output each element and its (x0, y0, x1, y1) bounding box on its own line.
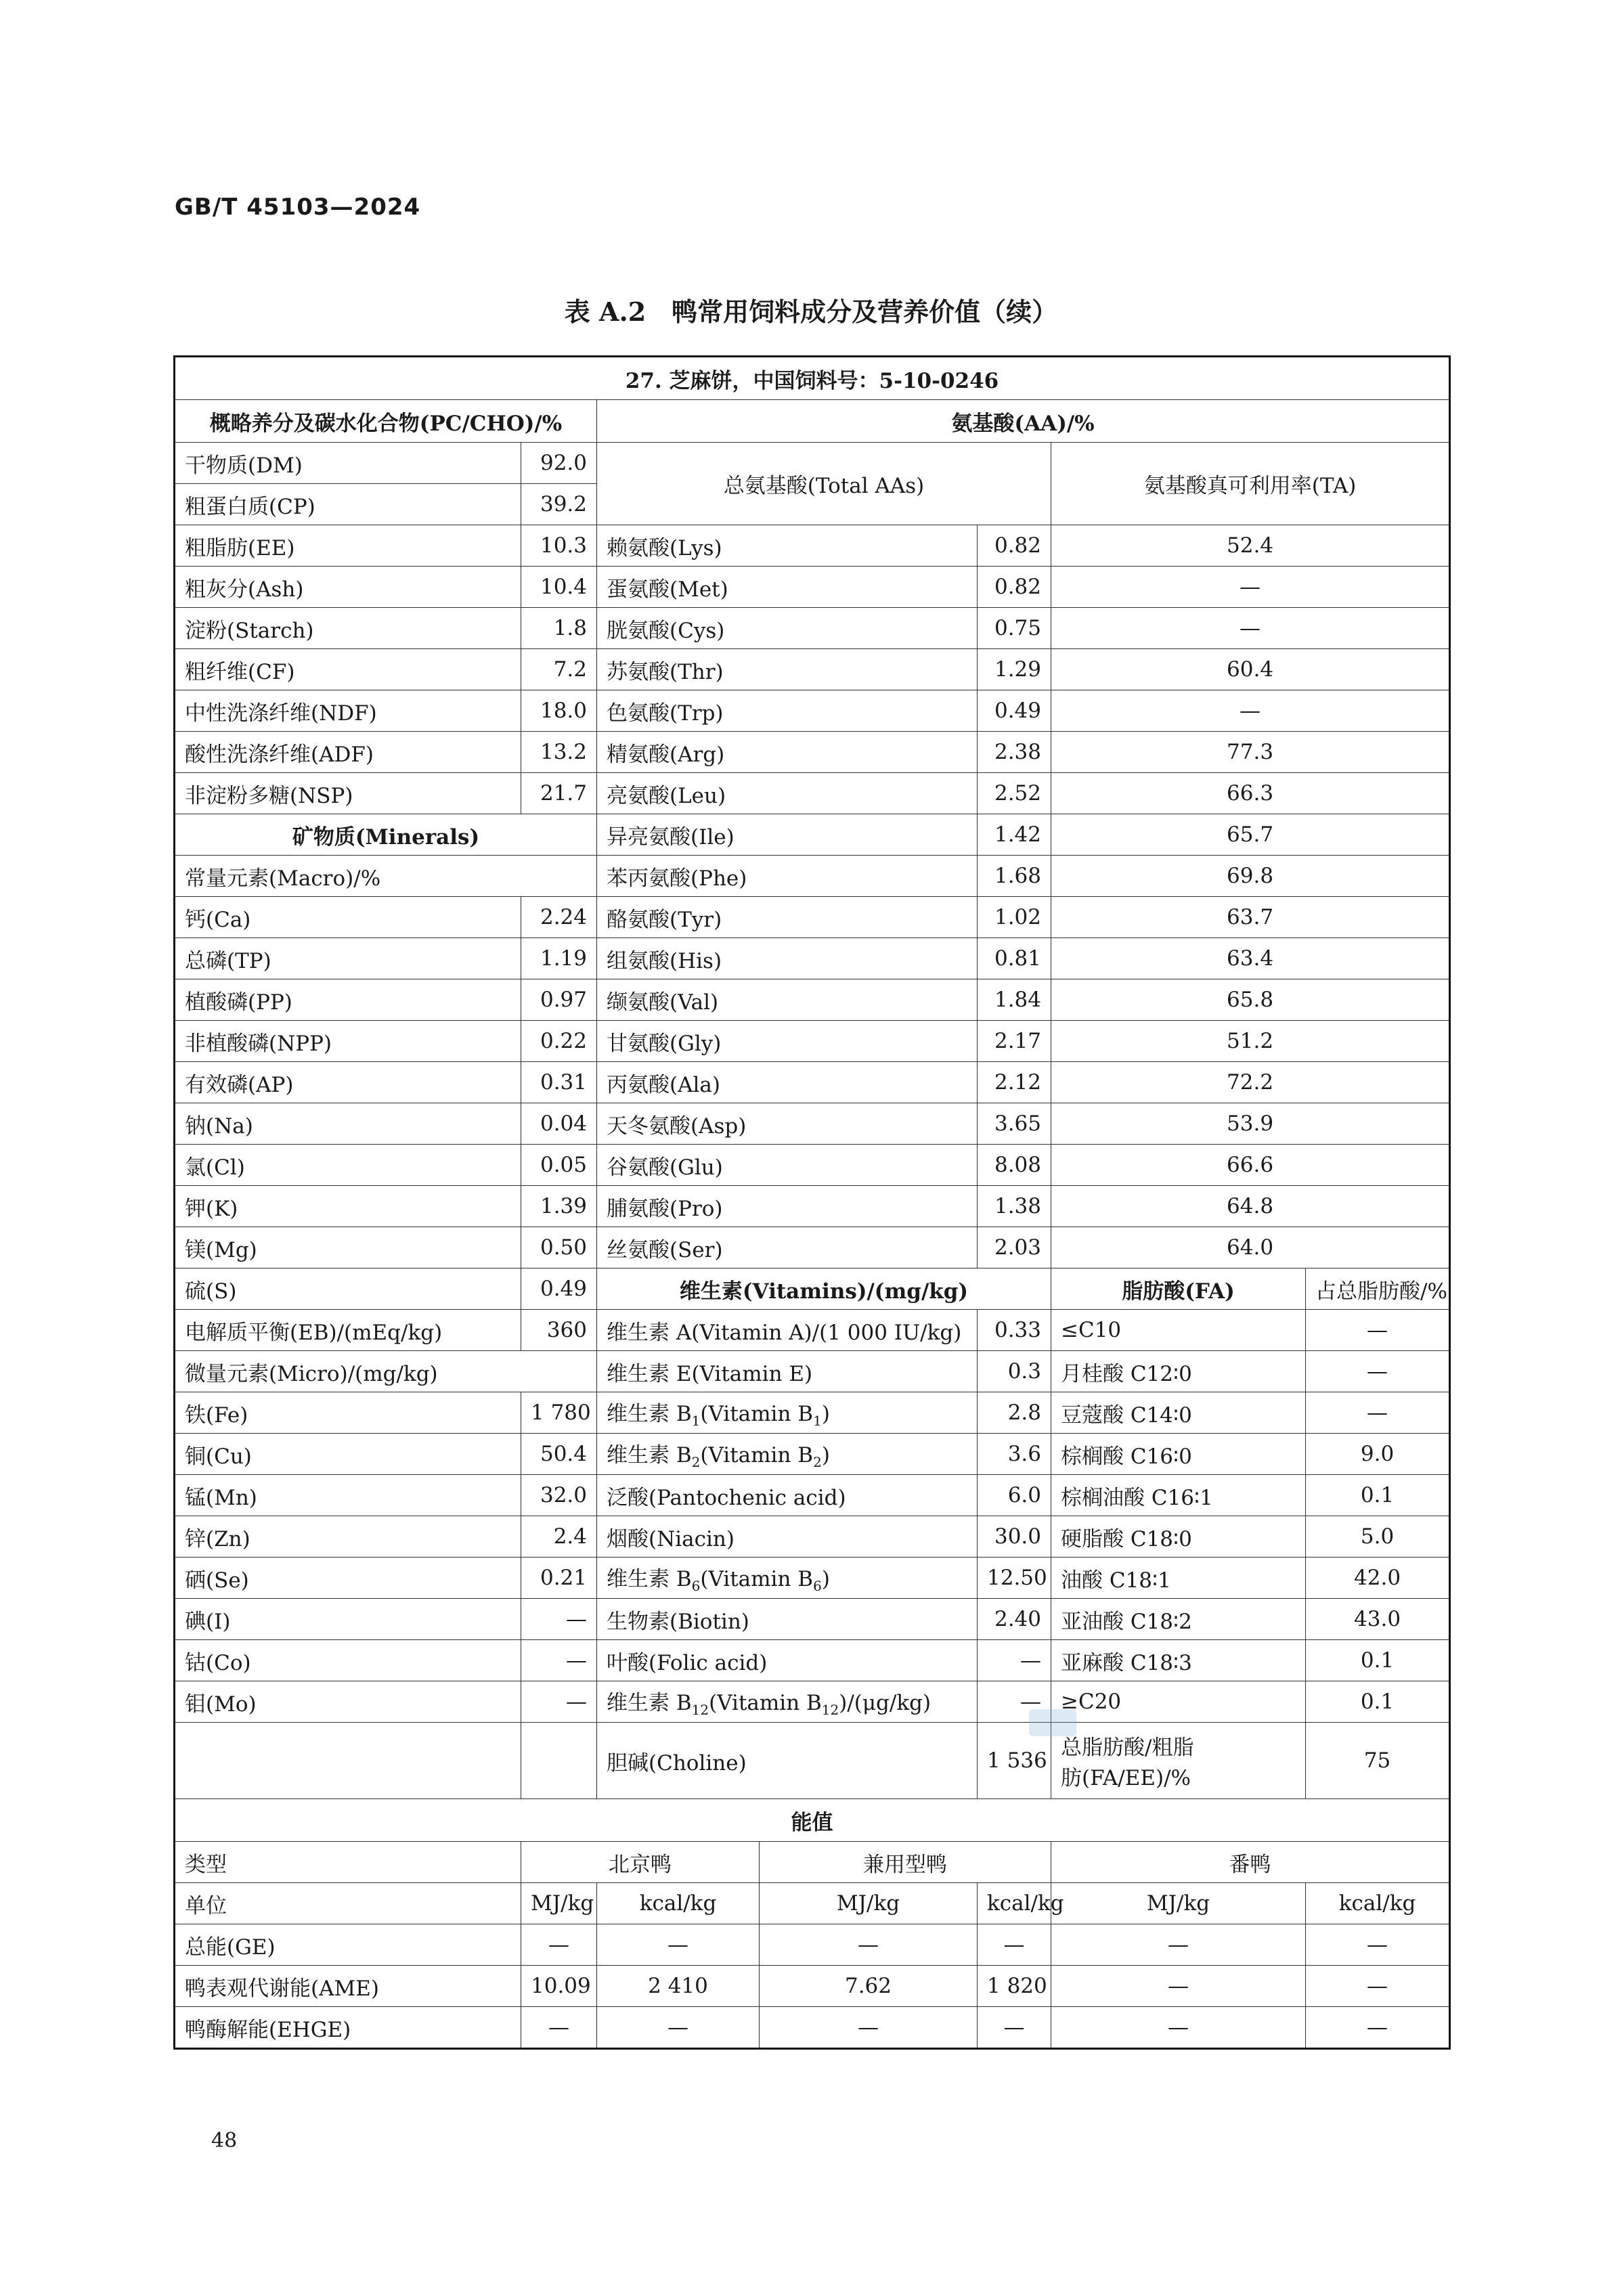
proximate-value: 92.0 (521, 443, 597, 484)
empty-cell (175, 1723, 521, 1799)
mineral-name: 电解质平衡(EB)/(mEq/kg) (175, 1310, 521, 1351)
energy-type-label: 类型 (175, 1842, 521, 1883)
vitamin-name (597, 1392, 978, 1434)
proximate-name: 酸性洗涤纤维(ADF) (175, 732, 521, 773)
energy-value: — (1306, 2007, 1450, 2049)
vitamin-name-part: )/(μg/kg) (839, 1690, 931, 1715)
amino-acid-name: 酪氨酸(Tyr) (597, 897, 978, 938)
energy-name: 总能(GE) (175, 1924, 521, 1966)
table-row (175, 2007, 1450, 2049)
table-row (175, 1062, 1450, 1103)
proximate-value: 10.3 (521, 525, 597, 567)
fatty-acid-value: — (1306, 1351, 1450, 1392)
vitamin-name-part: 维生素 B (607, 1690, 692, 1715)
vitamin-subscript: 1 (813, 1413, 822, 1430)
mineral-name: 硫(S) (175, 1268, 521, 1310)
vitamin-value: 0.3 (978, 1351, 1051, 1392)
proximate-value: 39.2 (521, 484, 597, 525)
vitamin-name-part: 维生素 B (607, 1442, 692, 1467)
vitamin-name: 生物素(Biotin) (597, 1599, 978, 1640)
table-row (175, 567, 1450, 608)
amino-acid-ta: 65.7 (1051, 814, 1450, 856)
energy-unit: kcal/kg (597, 1883, 760, 1924)
proximate-name: 粗纤维(CF) (175, 649, 521, 690)
table-row (175, 897, 1450, 938)
pc-cho-head: 概略养分及碳水化合物(PC/CHO)/% (175, 400, 597, 443)
energy-unit: kcal/kg (1306, 1883, 1450, 1924)
fatty-acid-value: 0.1 (1306, 1681, 1450, 1723)
table-row (175, 357, 1450, 400)
amino-acid-name: 苏氨酸(Thr) (597, 649, 978, 690)
amino-acid-total: 0.81 (978, 938, 1051, 979)
energy-value: — (978, 2007, 1051, 2049)
table-row (175, 1681, 1450, 1723)
proximate-name: 淀粉(Starch) (175, 608, 521, 649)
energy-value: — (1051, 1966, 1306, 2007)
mineral-name: 非植酸磷(NPP) (175, 1021, 521, 1062)
amino-acid-name: 天冬氨酸(Asp) (597, 1103, 978, 1145)
proximate-value: 10.4 (521, 567, 597, 608)
mineral-name: 铁(Fe) (175, 1392, 521, 1434)
proximate-name: 非淀粉多糖(NSP) (175, 773, 521, 814)
energy-value: — (521, 2007, 597, 2049)
proximate-value: 18.0 (521, 690, 597, 732)
fa-ratio-label (1051, 1723, 1306, 1799)
mineral-value: 0.49 (521, 1268, 597, 1310)
energy-unit: MJ/kg (521, 1883, 597, 1924)
proximate-name: 粗灰分(Ash) (175, 567, 521, 608)
table-row (175, 979, 1450, 1021)
vitamin-subscript: 6 (813, 1578, 822, 1595)
vitamin-name: 维生素 E(Vitamin E) (597, 1351, 978, 1392)
energy-value: 2 410 (597, 1966, 760, 2007)
mineral-value: 0.22 (521, 1021, 597, 1062)
proximate-name: 粗蛋白质(CP) (175, 484, 521, 525)
amino-acid-total: 0.75 (978, 608, 1051, 649)
mineral-value: 0.05 (521, 1145, 597, 1186)
vitamin-subscript: 2 (691, 1454, 701, 1471)
vitamin-value: 30.0 (978, 1516, 1051, 1558)
table-row (175, 1145, 1450, 1186)
ta-head: 氨基酸真可利用率(TA) (1051, 443, 1450, 525)
amino-acid-name: 异亮氨酸(Ile) (597, 814, 978, 856)
table-row (175, 1799, 1450, 1842)
energy-value: — (521, 1924, 597, 1966)
table-row (175, 1268, 1450, 1310)
table-row (175, 649, 1450, 690)
vitamin-name: 泛酸(Pantochenic acid) (597, 1475, 978, 1516)
vitamin-value: — (978, 1681, 1051, 1723)
energy-unit: kcal/kg (978, 1883, 1051, 1924)
table-row (175, 525, 1450, 567)
proximate-value: 1.8 (521, 608, 597, 649)
amino-acid-name: 缬氨酸(Val) (597, 979, 978, 1021)
vitamin-subscript: 1 (691, 1413, 701, 1430)
amino-acid-total: 8.08 (978, 1145, 1051, 1186)
amino-acid-name: 脯氨酸(Pro) (597, 1186, 978, 1227)
table-title: 表 A.2 鸭常用饲料成分及营养价值（续） (564, 296, 1058, 327)
mineral-name: 总磷(TP) (175, 938, 521, 979)
amino-acid-name: 丙氨酸(Ala) (597, 1062, 978, 1103)
table-row (175, 1227, 1450, 1268)
mineral-value: 2.4 (521, 1516, 597, 1558)
mineral-value: 0.21 (521, 1558, 597, 1599)
energy-unit: MJ/kg (1051, 1883, 1306, 1924)
amino-acid-total: 1.68 (978, 856, 1051, 897)
amino-acid-total: 2.03 (978, 1227, 1051, 1268)
vitamin-subscript: 2 (813, 1454, 822, 1471)
table-row (175, 443, 1450, 484)
energy-value: — (760, 2007, 978, 2049)
vitamin-value: 2.8 (978, 1392, 1051, 1434)
amino-acid-total: 2.52 (978, 773, 1051, 814)
energy-value: — (1051, 1924, 1306, 1966)
amino-acid-total: 1.29 (978, 649, 1051, 690)
fatty-acid-name: 硬脂酸 C18∶0 (1051, 1516, 1306, 1558)
mineral-value: 32.0 (521, 1475, 597, 1516)
feed-composition-table (173, 355, 1451, 2050)
vitamin-name-part: (Vitamin B (700, 1401, 814, 1426)
vitamin-value: 0.33 (978, 1310, 1051, 1351)
mineral-value: 1 780 (521, 1392, 597, 1434)
amino-acid-ta: 69.8 (1051, 856, 1450, 897)
fatty-acid-name: 亚油酸 C18∶2 (1051, 1599, 1306, 1640)
energy-value: — (1051, 2007, 1306, 2049)
amino-acid-name: 赖氨酸(Lys) (597, 525, 978, 567)
amino-acid-ta: 66.6 (1051, 1145, 1450, 1186)
energy-unit: MJ/kg (760, 1883, 978, 1924)
amino-acid-ta: 72.2 (1051, 1062, 1450, 1103)
amino-acid-ta: — (1051, 608, 1450, 649)
mineral-name: 镁(Mg) (175, 1227, 521, 1268)
mineral-value: 2.24 (521, 897, 597, 938)
mineral-value: 0.04 (521, 1103, 597, 1145)
amino-acid-ta: 77.3 (1051, 732, 1450, 773)
vitamins-head: 维生素(Vitamins)/(mg/kg) (597, 1268, 1051, 1310)
energy-value: — (1306, 1924, 1450, 1966)
fatty-acid-value: 42.0 (1306, 1558, 1450, 1599)
table-row (175, 608, 1450, 649)
amino-acid-name: 蛋氨酸(Met) (597, 567, 978, 608)
amino-acid-name: 亮氨酸(Leu) (597, 773, 978, 814)
table-row (175, 1351, 1450, 1392)
mineral-name: 钙(Ca) (175, 897, 521, 938)
mineral-name: 碘(I) (175, 1599, 521, 1640)
table-row (175, 690, 1450, 732)
amino-acid-name: 丝氨酸(Ser) (597, 1227, 978, 1268)
fatty-acid-value: 43.0 (1306, 1599, 1450, 1640)
mineral-name: 植酸磷(PP) (175, 979, 521, 1021)
vitamin-name-part: ) (821, 1566, 830, 1591)
standard-number: GB/T 45103—2024 (175, 194, 421, 221)
table-row (175, 1640, 1450, 1681)
vitamin-value: 6.0 (978, 1475, 1051, 1516)
mineral-value: 0.31 (521, 1062, 597, 1103)
amino-acid-name: 胱氨酸(Cys) (597, 608, 978, 649)
mineral-name: 钴(Co) (175, 1640, 521, 1681)
amino-acid-total: 0.49 (978, 690, 1051, 732)
mineral-name: 锰(Mn) (175, 1475, 521, 1516)
energy-value: — (760, 1924, 978, 1966)
page-number: 48 (211, 2129, 238, 2152)
amino-acid-total: 3.65 (978, 1103, 1051, 1145)
table-row (175, 1842, 1450, 1883)
proximate-value: 13.2 (521, 732, 597, 773)
energy-value: — (978, 1924, 1051, 1966)
mineral-name: 有效磷(AP) (175, 1062, 521, 1103)
energy-name: 鸭表观代谢能(AME) (175, 1966, 521, 2007)
amino-acid-ta: 65.8 (1051, 979, 1450, 1021)
energy-name: 鸭酶解能(EHGE) (175, 2007, 521, 2049)
mineral-value: — (521, 1681, 597, 1723)
table-row (175, 1434, 1450, 1475)
table-row (175, 773, 1450, 814)
amino-acid-ta: — (1051, 690, 1450, 732)
mineral-value: 1.39 (521, 1186, 597, 1227)
fatty-acid-name: 棕榈油酸 C16∶1 (1051, 1475, 1306, 1516)
mineral-value: 0.97 (521, 979, 597, 1021)
vitamin-name (597, 1434, 978, 1475)
vitamin-name: 胆碱(Choline) (597, 1723, 978, 1799)
table-row (175, 938, 1450, 979)
table-row (175, 1103, 1450, 1145)
vitamin-name-part: (Vitamin B (700, 1566, 814, 1591)
energy-group: 兼用型鸭 (760, 1842, 1051, 1883)
fatty-acid-value: — (1306, 1310, 1450, 1351)
energy-group: 番鸭 (1051, 1842, 1450, 1883)
vitamin-value: 3.6 (978, 1434, 1051, 1475)
proximate-name: 中性洗涤纤维(NDF) (175, 690, 521, 732)
energy-value: — (597, 2007, 760, 2049)
energy-value: — (597, 1924, 760, 1966)
table-row (175, 1723, 1450, 1799)
amino-acid-name: 谷氨酸(Glu) (597, 1145, 978, 1186)
table-row (175, 1966, 1450, 2007)
feed-title: 27. 芝麻饼，中国饲料号：5-10-0246 (175, 357, 1450, 400)
fatty-acid-name: ≥C20 (1051, 1681, 1306, 1723)
vitamin-name-part: 维生素 B (607, 1566, 692, 1591)
amino-acid-total: 1.38 (978, 1186, 1051, 1227)
table-row (175, 856, 1450, 897)
table-row (175, 1883, 1450, 1924)
vitamin-name-part: (Vitamin B (709, 1690, 822, 1715)
proximate-value: 7.2 (521, 649, 597, 690)
mineral-name: 硒(Se) (175, 1558, 521, 1599)
macro-label: 常量元素(Macro)/% (175, 856, 597, 897)
vitamin-subscript: 12 (821, 1702, 839, 1719)
vitamin-value: — (978, 1640, 1051, 1681)
vitamin-subscript: 12 (691, 1702, 709, 1719)
fatty-acid-name: ≤C10 (1051, 1310, 1306, 1351)
amino-acid-name: 色氨酸(Trp) (597, 690, 978, 732)
amino-acid-total: 1.84 (978, 979, 1051, 1021)
fatty-acid-pct-head: 占总脂肪酸/% (1306, 1268, 1450, 1310)
mineral-value: 50.4 (521, 1434, 597, 1475)
amino-acid-ta: — (1051, 567, 1450, 608)
fatty-acid-value: 0.1 (1306, 1475, 1450, 1516)
table-row (175, 1516, 1450, 1558)
table-row (175, 1924, 1450, 1966)
fatty-acid-name: 亚麻酸 C18∶3 (1051, 1640, 1306, 1681)
energy-unit-label: 单位 (175, 1883, 521, 1924)
empty-cell (521, 1723, 597, 1799)
fatty-acid-name: 月桂酸 C12∶0 (1051, 1351, 1306, 1392)
table-row (175, 1558, 1450, 1599)
table-row (175, 1021, 1450, 1062)
fatty-acid-name: 油酸 C18∶1 (1051, 1558, 1306, 1599)
vitamin-name: 叶酸(Folic acid) (597, 1640, 978, 1681)
minerals-head: 矿物质(Minerals) (175, 814, 597, 856)
fa-ratio-line: 总脂肪酸/粗脂 (1061, 1736, 1194, 1760)
fatty-acid-value: — (1306, 1392, 1450, 1434)
table-row (175, 814, 1450, 856)
amino-acid-name: 甘氨酸(Gly) (597, 1021, 978, 1062)
amino-acid-ta: 64.8 (1051, 1186, 1450, 1227)
table-row (175, 1599, 1450, 1640)
energy-head: 能值 (175, 1799, 1450, 1842)
energy-group: 北京鸭 (521, 1842, 760, 1883)
amino-acid-ta: 52.4 (1051, 525, 1450, 567)
mineral-value: 0.50 (521, 1227, 597, 1268)
energy-value: — (1306, 1966, 1450, 2007)
amino-acid-total: 0.82 (978, 567, 1051, 608)
amino-acid-ta: 63.4 (1051, 938, 1450, 979)
amino-acid-total: 1.42 (978, 814, 1051, 856)
fa-ratio-line: 肪(FA/EE)/% (1061, 1766, 1191, 1790)
vitamin-value: 2.40 (978, 1599, 1051, 1640)
amino-acid-ta: 51.2 (1051, 1021, 1450, 1062)
mineral-name: 铜(Cu) (175, 1434, 521, 1475)
total-aa-head: 总氨基酸(Total AAs) (597, 443, 1051, 525)
fatty-acid-value: 5.0 (1306, 1516, 1450, 1558)
vitamin-name: 烟酸(Niacin) (597, 1516, 978, 1558)
mineral-name: 锌(Zn) (175, 1516, 521, 1558)
mineral-name: 钠(Na) (175, 1103, 521, 1145)
vitamin-name-part: (Vitamin B (700, 1442, 814, 1467)
amino-acid-total: 2.12 (978, 1062, 1051, 1103)
table-row (175, 732, 1450, 773)
vitamin-name-part: ) (821, 1442, 830, 1467)
watermark-mark (1029, 1709, 1076, 1736)
vitamin-name (597, 1558, 978, 1599)
table-row (175, 1392, 1450, 1434)
table-row (175, 400, 1450, 443)
mineral-value: 360 (521, 1310, 597, 1351)
fa-ratio-value: 75 (1306, 1723, 1450, 1799)
micro-label: 微量元素(Micro)/(mg/kg) (175, 1351, 597, 1392)
fatty-acid-value: 9.0 (1306, 1434, 1450, 1475)
energy-value: 1 820 (978, 1966, 1051, 2007)
table-row (175, 1186, 1450, 1227)
table-row (175, 1310, 1450, 1351)
vitamin-name (597, 1681, 978, 1723)
amino-acid-total: 2.38 (978, 732, 1051, 773)
amino-acid-ta: 66.3 (1051, 773, 1450, 814)
energy-value: 10.09 (521, 1966, 597, 2007)
mineral-name: 钾(K) (175, 1186, 521, 1227)
amino-acid-head: 氨基酸(AA)/% (597, 400, 1450, 443)
mineral-value: — (521, 1599, 597, 1640)
fatty-acid-name: 棕榈酸 C16∶0 (1051, 1434, 1306, 1475)
fatty-acid-head: 脂肪酸(FA) (1051, 1268, 1306, 1310)
amino-acid-ta: 53.9 (1051, 1103, 1450, 1145)
mineral-name: 钼(Mo) (175, 1681, 521, 1723)
energy-value: 7.62 (760, 1966, 978, 2007)
vitamin-name-part: ) (821, 1401, 830, 1426)
amino-acid-total: 1.02 (978, 897, 1051, 938)
proximate-name: 粗脂肪(EE) (175, 525, 521, 567)
amino-acid-name: 组氨酸(His) (597, 938, 978, 979)
amino-acid-ta: 64.0 (1051, 1227, 1450, 1268)
fatty-acid-value: 0.1 (1306, 1640, 1450, 1681)
amino-acid-ta: 63.7 (1051, 897, 1450, 938)
mineral-value: — (521, 1640, 597, 1681)
vitamin-name: 维生素 A(Vitamin A)/(1 000 IU/kg) (597, 1310, 978, 1351)
proximate-name: 干物质(DM) (175, 443, 521, 484)
amino-acid-name: 苯丙氨酸(Phe) (597, 856, 978, 897)
mineral-name: 氯(Cl) (175, 1145, 521, 1186)
fatty-acid-name: 豆蔻酸 C14∶0 (1051, 1392, 1306, 1434)
amino-acid-total: 2.17 (978, 1021, 1051, 1062)
mineral-value: 1.19 (521, 938, 597, 979)
vitamin-subscript: 6 (691, 1578, 701, 1595)
amino-acid-ta: 60.4 (1051, 649, 1450, 690)
amino-acid-name: 精氨酸(Arg) (597, 732, 978, 773)
vitamin-value: 12.50 (978, 1558, 1051, 1599)
amino-acid-total: 0.82 (978, 525, 1051, 567)
vitamin-value: 1 536 (978, 1723, 1051, 1799)
proximate-value: 21.7 (521, 773, 597, 814)
table-row (175, 1475, 1450, 1516)
vitamin-name-part: 维生素 B (607, 1401, 692, 1426)
